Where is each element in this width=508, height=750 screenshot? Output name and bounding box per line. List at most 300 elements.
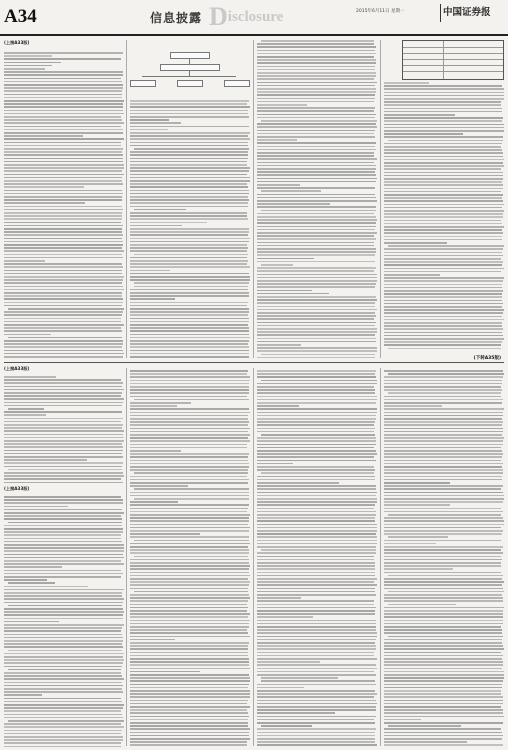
text-line [4, 618, 123, 620]
text-line [4, 74, 123, 76]
text-line [257, 418, 376, 420]
text-line [130, 626, 249, 628]
text-line [384, 738, 502, 740]
text-line [4, 343, 123, 345]
text-line [384, 626, 501, 628]
text-line [384, 312, 503, 314]
text-line [257, 584, 377, 586]
text-line [384, 95, 504, 97]
text-line [257, 428, 375, 430]
text-line [130, 447, 247, 449]
text-line [257, 514, 376, 516]
text-line [4, 302, 123, 304]
text-line [384, 200, 503, 202]
text-line [4, 263, 122, 265]
text-line [384, 88, 504, 90]
text-line [257, 396, 377, 398]
text-line [130, 234, 248, 236]
text-line [384, 226, 504, 228]
text-line [130, 380, 250, 382]
text-line [130, 350, 249, 352]
text-line [384, 700, 503, 702]
text-line [257, 184, 300, 186]
text-line [257, 222, 376, 224]
flow-diagram [130, 52, 248, 96]
text-line [134, 498, 249, 500]
text-line [257, 142, 376, 144]
text-line [257, 591, 375, 593]
text-line [4, 611, 124, 613]
text-line [384, 114, 455, 116]
text-line [384, 236, 502, 238]
text-line [130, 600, 248, 602]
text-line [384, 92, 504, 94]
text-line [4, 733, 121, 735]
text-line [257, 56, 374, 58]
text-line [257, 412, 377, 414]
text-line [130, 186, 248, 188]
text-line [130, 321, 249, 323]
text-line [384, 648, 504, 650]
text-line [130, 177, 250, 179]
text-line [388, 140, 503, 142]
text-line [257, 174, 376, 176]
text-line [257, 69, 375, 71]
text-line [257, 139, 297, 141]
text-line [4, 122, 124, 124]
text-line [384, 319, 504, 321]
text-line [4, 55, 52, 57]
text-line [4, 475, 124, 477]
text-line [130, 337, 250, 339]
text-line [4, 193, 123, 195]
text-line [4, 241, 123, 243]
text-line [4, 270, 122, 272]
text-line [4, 395, 121, 397]
text-line [257, 187, 375, 189]
text-line [388, 514, 501, 516]
text-line [384, 664, 503, 666]
text-line [4, 334, 51, 336]
text-line [384, 184, 503, 186]
text-line [257, 610, 375, 612]
text-line [257, 559, 374, 561]
text-line [384, 396, 501, 398]
text-line [130, 485, 188, 487]
text-line [384, 668, 502, 670]
text-line [130, 116, 249, 118]
text-line [4, 154, 123, 156]
text-line [257, 213, 374, 215]
text-line [384, 216, 503, 218]
text-line [130, 568, 249, 570]
text-line [384, 482, 450, 484]
text-line [130, 504, 249, 506]
text-line [384, 325, 502, 327]
text-line [384, 82, 429, 84]
text-line [257, 315, 376, 317]
text-line [4, 376, 56, 378]
text-line [134, 399, 249, 401]
text-line [130, 180, 250, 182]
text-line [130, 511, 247, 513]
text-line [257, 328, 377, 330]
text-line [4, 608, 123, 610]
text-line [257, 597, 301, 599]
text-line [4, 557, 124, 559]
text-line [257, 572, 375, 574]
text-line [4, 659, 124, 661]
text-line [257, 178, 377, 180]
text-line [8, 337, 122, 339]
text-line [384, 671, 504, 673]
text-line [130, 703, 247, 705]
text-line [130, 424, 248, 426]
text-line [384, 450, 502, 452]
text-line [4, 177, 122, 179]
text-line [4, 550, 124, 552]
text-line [257, 655, 374, 657]
text-line [257, 741, 375, 743]
text-line [130, 370, 248, 372]
text-line [4, 212, 122, 214]
text-line [130, 106, 250, 108]
text-line [384, 520, 504, 522]
text-line [4, 478, 121, 480]
text-line [257, 133, 374, 135]
text-line [257, 226, 376, 228]
text-line [4, 206, 122, 208]
text-line [384, 255, 503, 257]
text-line [384, 188, 503, 190]
text-line [384, 223, 502, 225]
text-line [384, 543, 436, 545]
text-line [384, 207, 502, 209]
text-line [130, 119, 169, 121]
text-line [257, 709, 376, 711]
text-line [384, 511, 503, 513]
text-line [4, 586, 88, 588]
text-line [4, 462, 123, 464]
article-bottom-mid-heading [4, 486, 124, 494]
text-line [130, 722, 248, 724]
text-line [257, 50, 375, 52]
text-line [4, 151, 122, 153]
text-line [130, 732, 249, 734]
text-line [130, 524, 248, 526]
text-line [384, 229, 502, 231]
text-line [384, 290, 503, 292]
text-line [130, 495, 249, 497]
text-line [257, 344, 301, 346]
text-line [257, 165, 376, 167]
text-line [257, 149, 376, 151]
table-row-divider [403, 59, 503, 60]
text-line [8, 582, 55, 584]
text-line [257, 98, 375, 100]
text-line [384, 415, 503, 417]
text-line [384, 332, 502, 334]
text-line [257, 696, 374, 698]
text-line [257, 444, 376, 446]
text-line [4, 675, 122, 677]
text-line [130, 161, 247, 163]
text-line [134, 472, 248, 474]
text-line [257, 546, 376, 548]
text-line [130, 318, 249, 320]
text-line [384, 463, 503, 465]
text-line [384, 408, 504, 410]
text-line [4, 566, 62, 568]
text-line [130, 693, 250, 695]
text-line [4, 209, 123, 211]
text-line [257, 575, 375, 577]
text-line [130, 517, 249, 519]
text-line [257, 520, 375, 522]
text-line [4, 554, 123, 556]
text-line [257, 668, 377, 670]
text-line [384, 684, 502, 686]
text-line [388, 591, 504, 593]
text-line [4, 330, 122, 332]
text-line [257, 309, 377, 311]
text-line [4, 379, 121, 381]
text-line [257, 556, 374, 558]
text-line [261, 264, 293, 266]
text-line [257, 674, 376, 676]
text-line [384, 540, 501, 542]
text-line [130, 151, 248, 153]
text-line [4, 518, 122, 520]
issue-date: 2015年6月11日 星期一 [356, 9, 405, 14]
text-line [257, 168, 376, 170]
article-title: (上接A33版) [4, 486, 30, 491]
text-line [257, 126, 377, 128]
text-line [4, 541, 122, 543]
text-line [130, 453, 249, 455]
text-line [4, 714, 122, 716]
diagram-connector [142, 76, 236, 77]
text-line [130, 190, 249, 192]
text-line [261, 549, 376, 551]
text-line [4, 65, 52, 67]
text-line [4, 509, 122, 511]
text-line [384, 533, 502, 535]
text-line [384, 274, 440, 276]
text-line [257, 645, 376, 647]
text-line [384, 741, 467, 743]
table-row-divider [403, 47, 503, 48]
text-line [384, 610, 503, 612]
text-line [4, 298, 123, 300]
text-line [4, 254, 122, 256]
text-line [257, 267, 376, 269]
text-line [257, 639, 376, 641]
text-line [384, 527, 501, 529]
text-line [257, 732, 375, 734]
text-line [261, 190, 321, 192]
text-line [130, 629, 247, 631]
text-line [130, 418, 248, 420]
text-line [130, 193, 249, 195]
text-line [130, 594, 249, 596]
text-line [257, 693, 377, 695]
text-line [4, 266, 123, 268]
text-line [384, 444, 503, 446]
text-line [257, 72, 376, 74]
text-line [384, 597, 503, 599]
text-line [384, 424, 502, 426]
text-line [4, 621, 59, 623]
text-line [257, 728, 376, 730]
text-line [4, 742, 121, 744]
text-line [261, 210, 376, 212]
section-title-english [209, 2, 283, 30]
text-line [4, 100, 124, 102]
text-line [384, 581, 504, 583]
text-line [8, 308, 124, 310]
text-line [384, 479, 502, 481]
text-line [130, 353, 249, 355]
text-line [4, 630, 121, 632]
text-line [4, 346, 122, 348]
text-line [257, 479, 375, 481]
section-english-rest: isclosure [227, 9, 284, 26]
text-line [4, 113, 124, 115]
text-line [130, 664, 249, 666]
text-line [130, 110, 248, 112]
text-line [4, 414, 46, 416]
text-line [384, 280, 503, 282]
text-line [4, 736, 123, 738]
text-line [257, 235, 374, 237]
text-line [130, 434, 250, 436]
text-line [4, 279, 123, 281]
text-line [257, 399, 377, 401]
text-line [384, 453, 503, 455]
text-line [4, 544, 124, 546]
text-line [257, 261, 375, 263]
text-line [4, 350, 123, 352]
text-line [257, 517, 375, 519]
text-line [384, 111, 502, 113]
text-line [384, 546, 503, 548]
text-line [384, 277, 504, 279]
text-line [4, 62, 61, 64]
info-table [402, 40, 504, 80]
text-line [384, 578, 502, 580]
text-line [134, 286, 248, 288]
text-line [130, 408, 249, 410]
continued-label: (下转A35版) [473, 356, 501, 361]
column-divider [253, 368, 254, 746]
text-line [4, 515, 121, 517]
text-line [257, 690, 375, 692]
text-line [257, 687, 304, 689]
text-line [4, 282, 122, 284]
text-line [384, 117, 503, 119]
text-line [384, 344, 501, 346]
text-line [4, 167, 124, 169]
text-line [384, 498, 504, 500]
text-line [130, 266, 250, 268]
text-line [257, 338, 376, 340]
text-line [384, 405, 442, 407]
text-line [257, 450, 376, 452]
text-line [130, 415, 248, 417]
text-line [130, 616, 248, 618]
text-line [257, 206, 376, 208]
text-line [4, 126, 121, 128]
text-line [130, 671, 200, 673]
text-line [4, 576, 121, 578]
text-line [130, 597, 250, 599]
text-line [384, 460, 501, 462]
text-line [384, 399, 503, 401]
text-line [257, 312, 375, 314]
text-line [384, 639, 502, 641]
column-divider [380, 368, 381, 746]
text-line [384, 412, 503, 414]
text-line [384, 120, 502, 122]
text-line [4, 110, 123, 112]
article-bottom-left-heading [4, 366, 124, 374]
text-line [384, 693, 501, 695]
text-line [4, 116, 121, 118]
text-line [257, 46, 376, 48]
text-line [4, 443, 122, 445]
text-line [4, 190, 122, 192]
text-line [384, 210, 504, 212]
text-line [257, 101, 374, 103]
text-line [257, 85, 375, 87]
text-line [130, 466, 249, 468]
text-line [384, 178, 503, 180]
text-line [384, 706, 501, 708]
text-line [4, 506, 68, 508]
text-line [4, 440, 124, 442]
text-line [384, 328, 503, 330]
text-line [4, 573, 123, 575]
text-line [384, 476, 502, 478]
text-line [130, 476, 247, 478]
text-line [4, 321, 121, 323]
text-line [130, 700, 248, 702]
text-line [134, 209, 186, 211]
text-line [130, 257, 247, 259]
text-line [384, 562, 501, 564]
text-line [257, 91, 376, 93]
text-line [130, 215, 247, 217]
text-line [257, 117, 375, 119]
text-line [130, 584, 249, 586]
section-divider [4, 362, 504, 363]
text-line [384, 284, 502, 286]
text-line [130, 642, 249, 644]
text-line [130, 373, 247, 375]
text-line [130, 437, 248, 439]
text-line [130, 520, 249, 522]
text-line [4, 386, 122, 388]
text-line [257, 527, 377, 529]
text-line [257, 607, 376, 609]
text-line [384, 722, 503, 724]
text-line [130, 343, 248, 345]
text-line [4, 276, 124, 278]
text-line [384, 242, 447, 244]
text-line [384, 600, 503, 602]
text-line [257, 485, 376, 487]
